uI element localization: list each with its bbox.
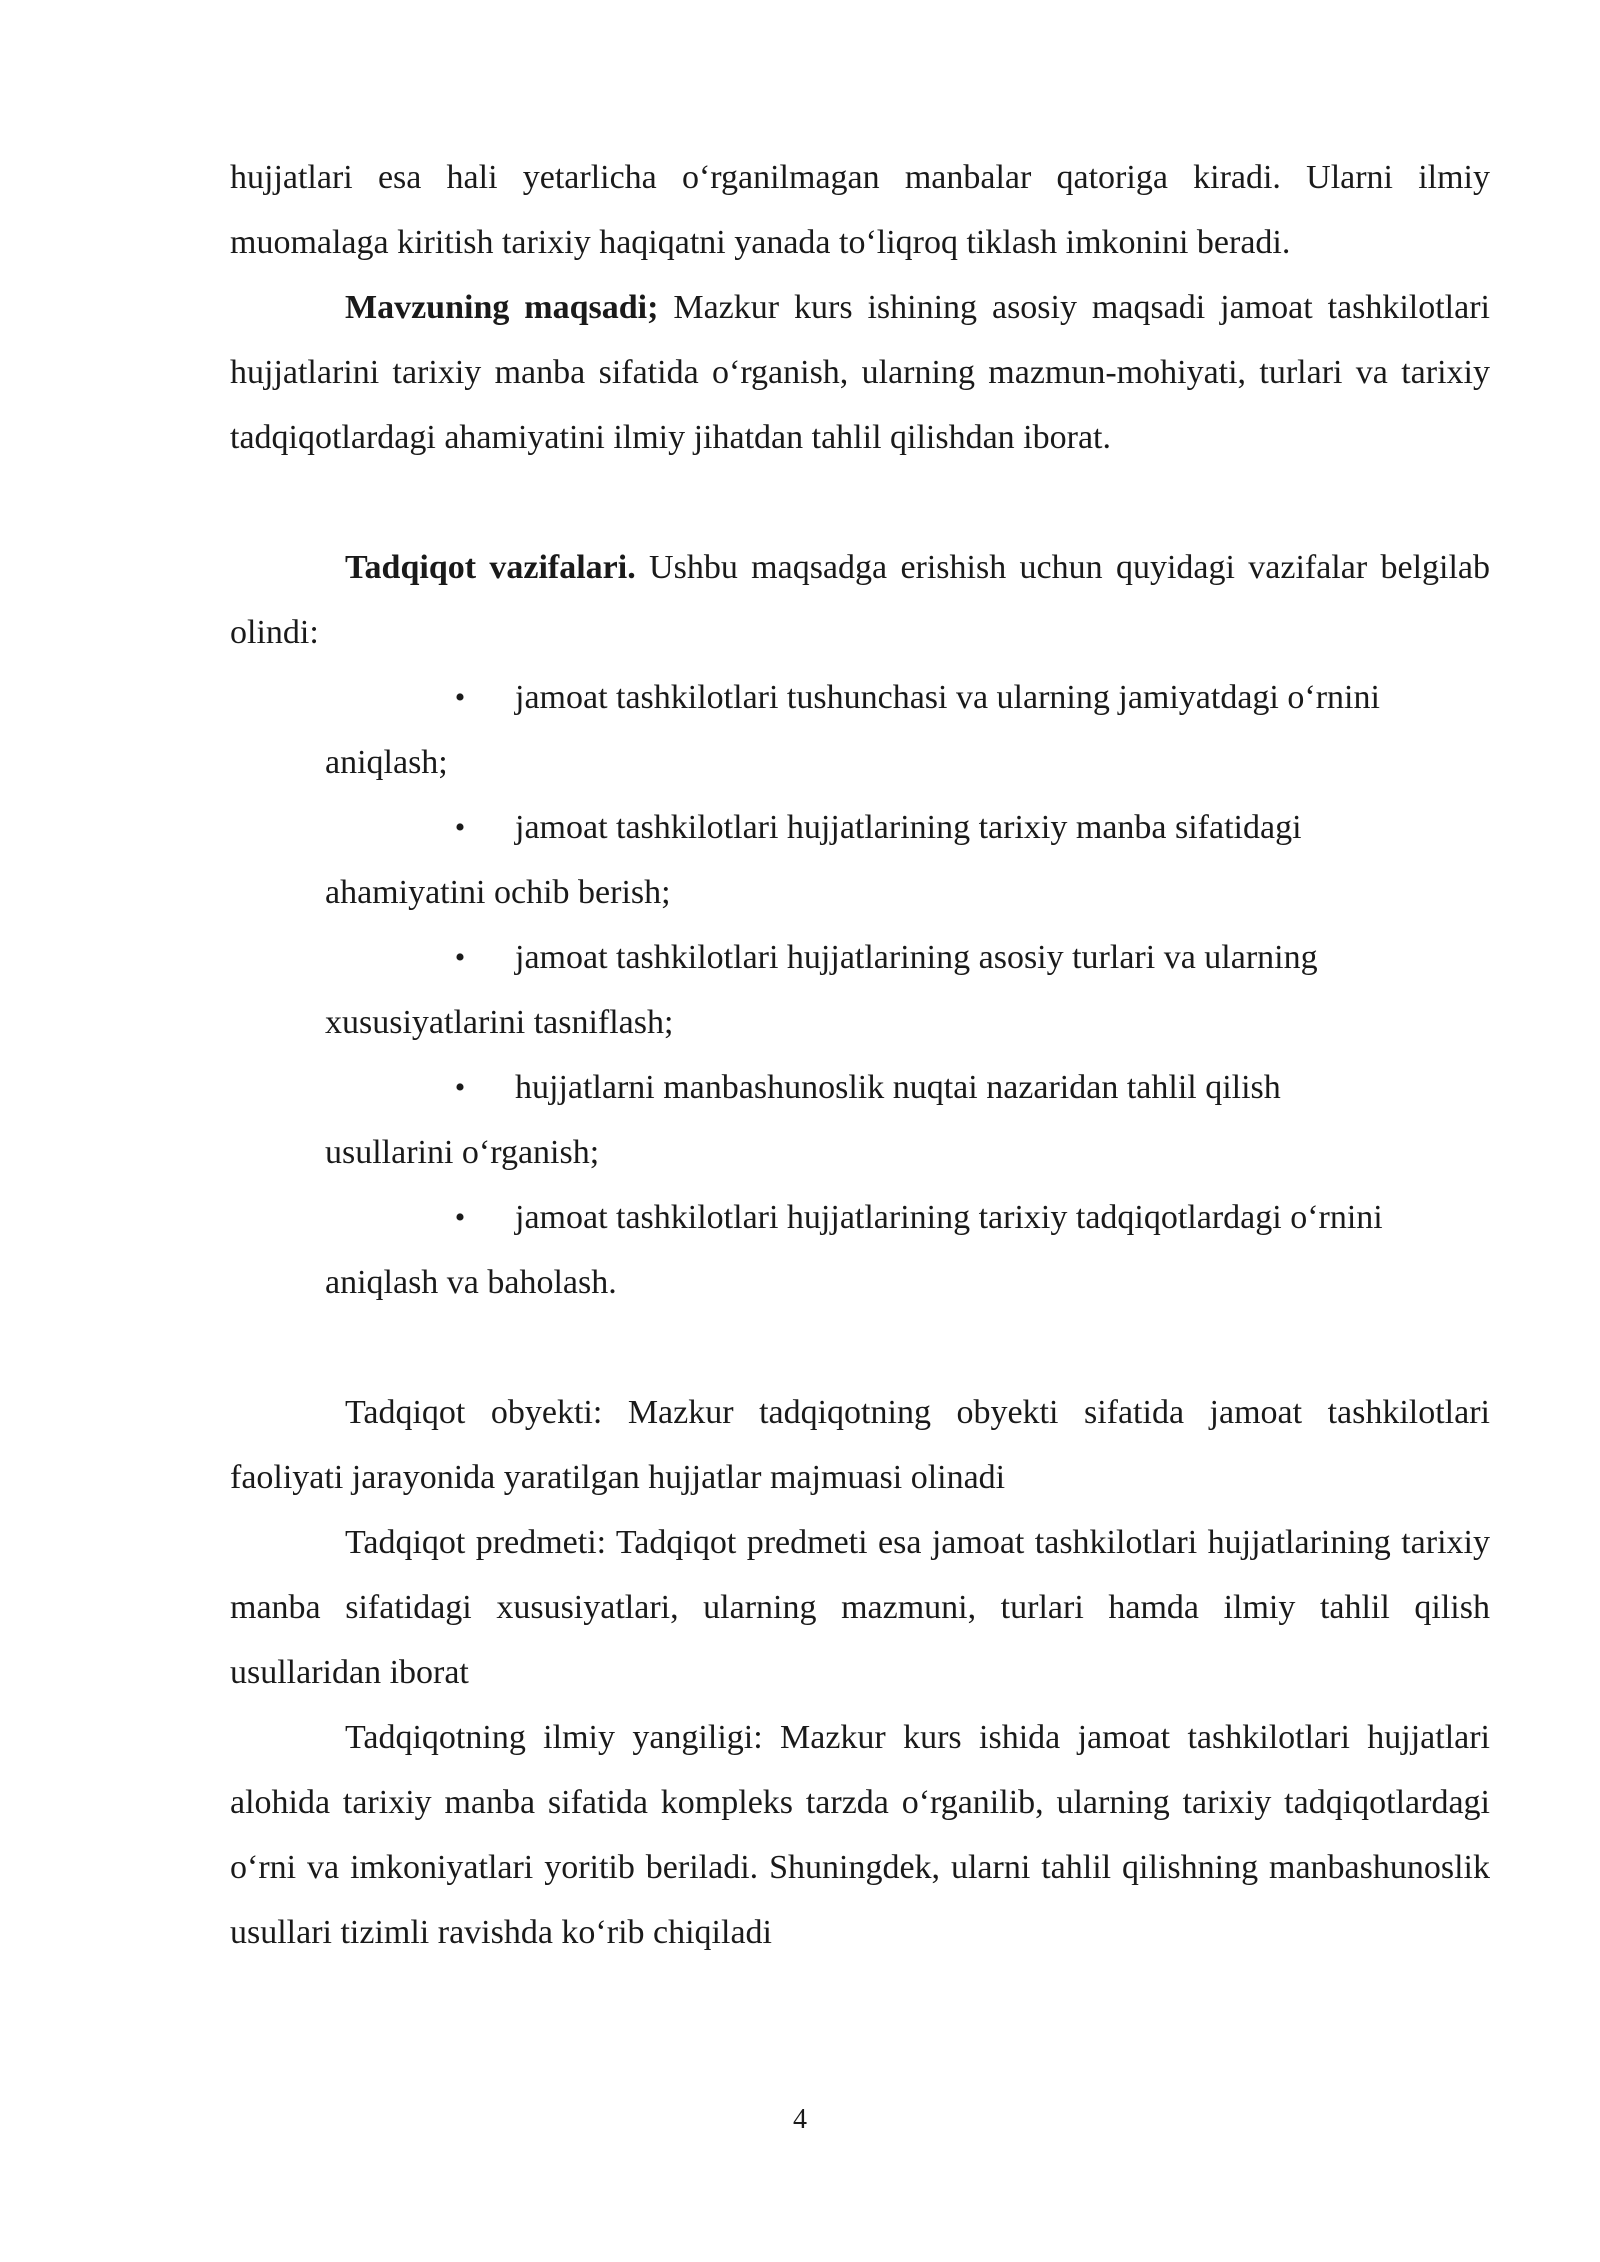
list-item-cont: usullarini o‘rganish; bbox=[325, 1134, 600, 1171]
intro-paragraph: hujjatlari esa hali yetarlicha o‘rganilmagan manbalar qatoriga kiradi. Ularni ilmiy muomalaga kiritish tarixiy haqiqatni yanada to‘liqroq tiklash imkonini beradi. bbox=[230, 159, 1490, 261]
bullet-icon: • bbox=[454, 811, 466, 844]
goal-text: Mazkur kurs ishining asosiy maqsadi jamoat tashkilotlari hujjatlarini tarixiy manba sifatida o‘rganish, ularning mazmun-mohiyati, turlari va tarixiy tadqiqotlardagi ahamiyatini ilmiy jihatdan tahlil qilishdan iborat. bbox=[230, 289, 1490, 456]
list-item-line: jamoat tashkilotlari tushunchasi va ularning jamiyatdagi o‘rnini bbox=[515, 679, 1380, 716]
bullet-icon: • bbox=[454, 1201, 466, 1234]
page-number: 4 bbox=[793, 2104, 807, 2135]
tasks-paragraph bbox=[230, 535, 1490, 665]
list-item bbox=[325, 1185, 1490, 1315]
list-item-line: jamoat tashkilotlari hujjatlarining tarixiy tadqiqotlardagi o‘rnini bbox=[515, 1199, 1383, 1236]
list-item bbox=[325, 925, 1490, 1055]
intro-section bbox=[230, 145, 1490, 275]
list-item bbox=[325, 665, 1490, 795]
goal-paragraph bbox=[230, 275, 1490, 470]
tasks-section bbox=[230, 535, 1490, 665]
list-item-cont: aniqlash va baholash. bbox=[325, 1264, 617, 1301]
novelty-section bbox=[230, 1705, 1490, 1965]
tasks-text: Ushbu maqsadga erishish uchun quyidagi vazifalar belgilab olindi: bbox=[230, 549, 1491, 651]
list-item-cont: aniqlash; bbox=[325, 744, 448, 781]
list-item-line: jamoat tashkilotlari hujjatlarining tarixiy manba sifatidagi bbox=[515, 809, 1302, 846]
list-item-line: jamoat tashkilotlari hujjatlarining asosiy turlari va ularning bbox=[515, 939, 1318, 976]
tasks-list bbox=[325, 665, 1490, 1315]
goal-section bbox=[230, 275, 1490, 470]
bullet-icon: • bbox=[454, 1071, 466, 1104]
object-paragraph: Tadqiqot obyekti: Mazkur tadqiqotning obyekti sifatida jamoat tashkilotlari faoliyati jarayonida yaratilgan hujjatlar majmuasi olinadi bbox=[230, 1394, 1490, 1496]
bullet-icon: • bbox=[454, 681, 466, 714]
list-item-cont: ahamiyatini ochib berish; bbox=[325, 874, 671, 911]
subject-section bbox=[230, 1510, 1490, 1705]
list-item-line: hujjatlarni manbashunoslik nuqtai nazaridan tahlil qilish bbox=[515, 1069, 1281, 1106]
goal-label: Mavzuning maqsadi; bbox=[345, 289, 659, 326]
list-item bbox=[325, 795, 1490, 925]
object-section bbox=[230, 1380, 1490, 1510]
novelty-paragraph: Tadqiqotning ilmiy yangiligi: Mazkur kurs ishida jamoat tashkilotlari hujjatlari alohida tarixiy manba sifatida kompleks tarzda o‘rganilib, ularning tarixiy tadqiqotlardagi o‘rni va imkoniyatlari yoritib beriladi. Shuningdek, ularni tahlil qilishning manbashunoslik usullari tizimli ravishda ko‘rib chiqiladi bbox=[230, 1719, 1490, 1951]
list-item-cont: xususiyatlarini tasniflash; bbox=[325, 1004, 674, 1041]
tasks-label: Tadqiqot vazifalari. bbox=[345, 549, 636, 586]
list-item bbox=[325, 1055, 1490, 1185]
subject-paragraph: Tadqiqot predmeti: Tadqiqot predmeti esa jamoat tashkilotlari hujjatlarining tarixiy manba sifatidagi xususiyatlari, ularning mazmuni, turlari hamda ilmiy tahlil qilish usullaridan iborat bbox=[230, 1524, 1490, 1691]
bullet-icon: • bbox=[454, 941, 466, 974]
